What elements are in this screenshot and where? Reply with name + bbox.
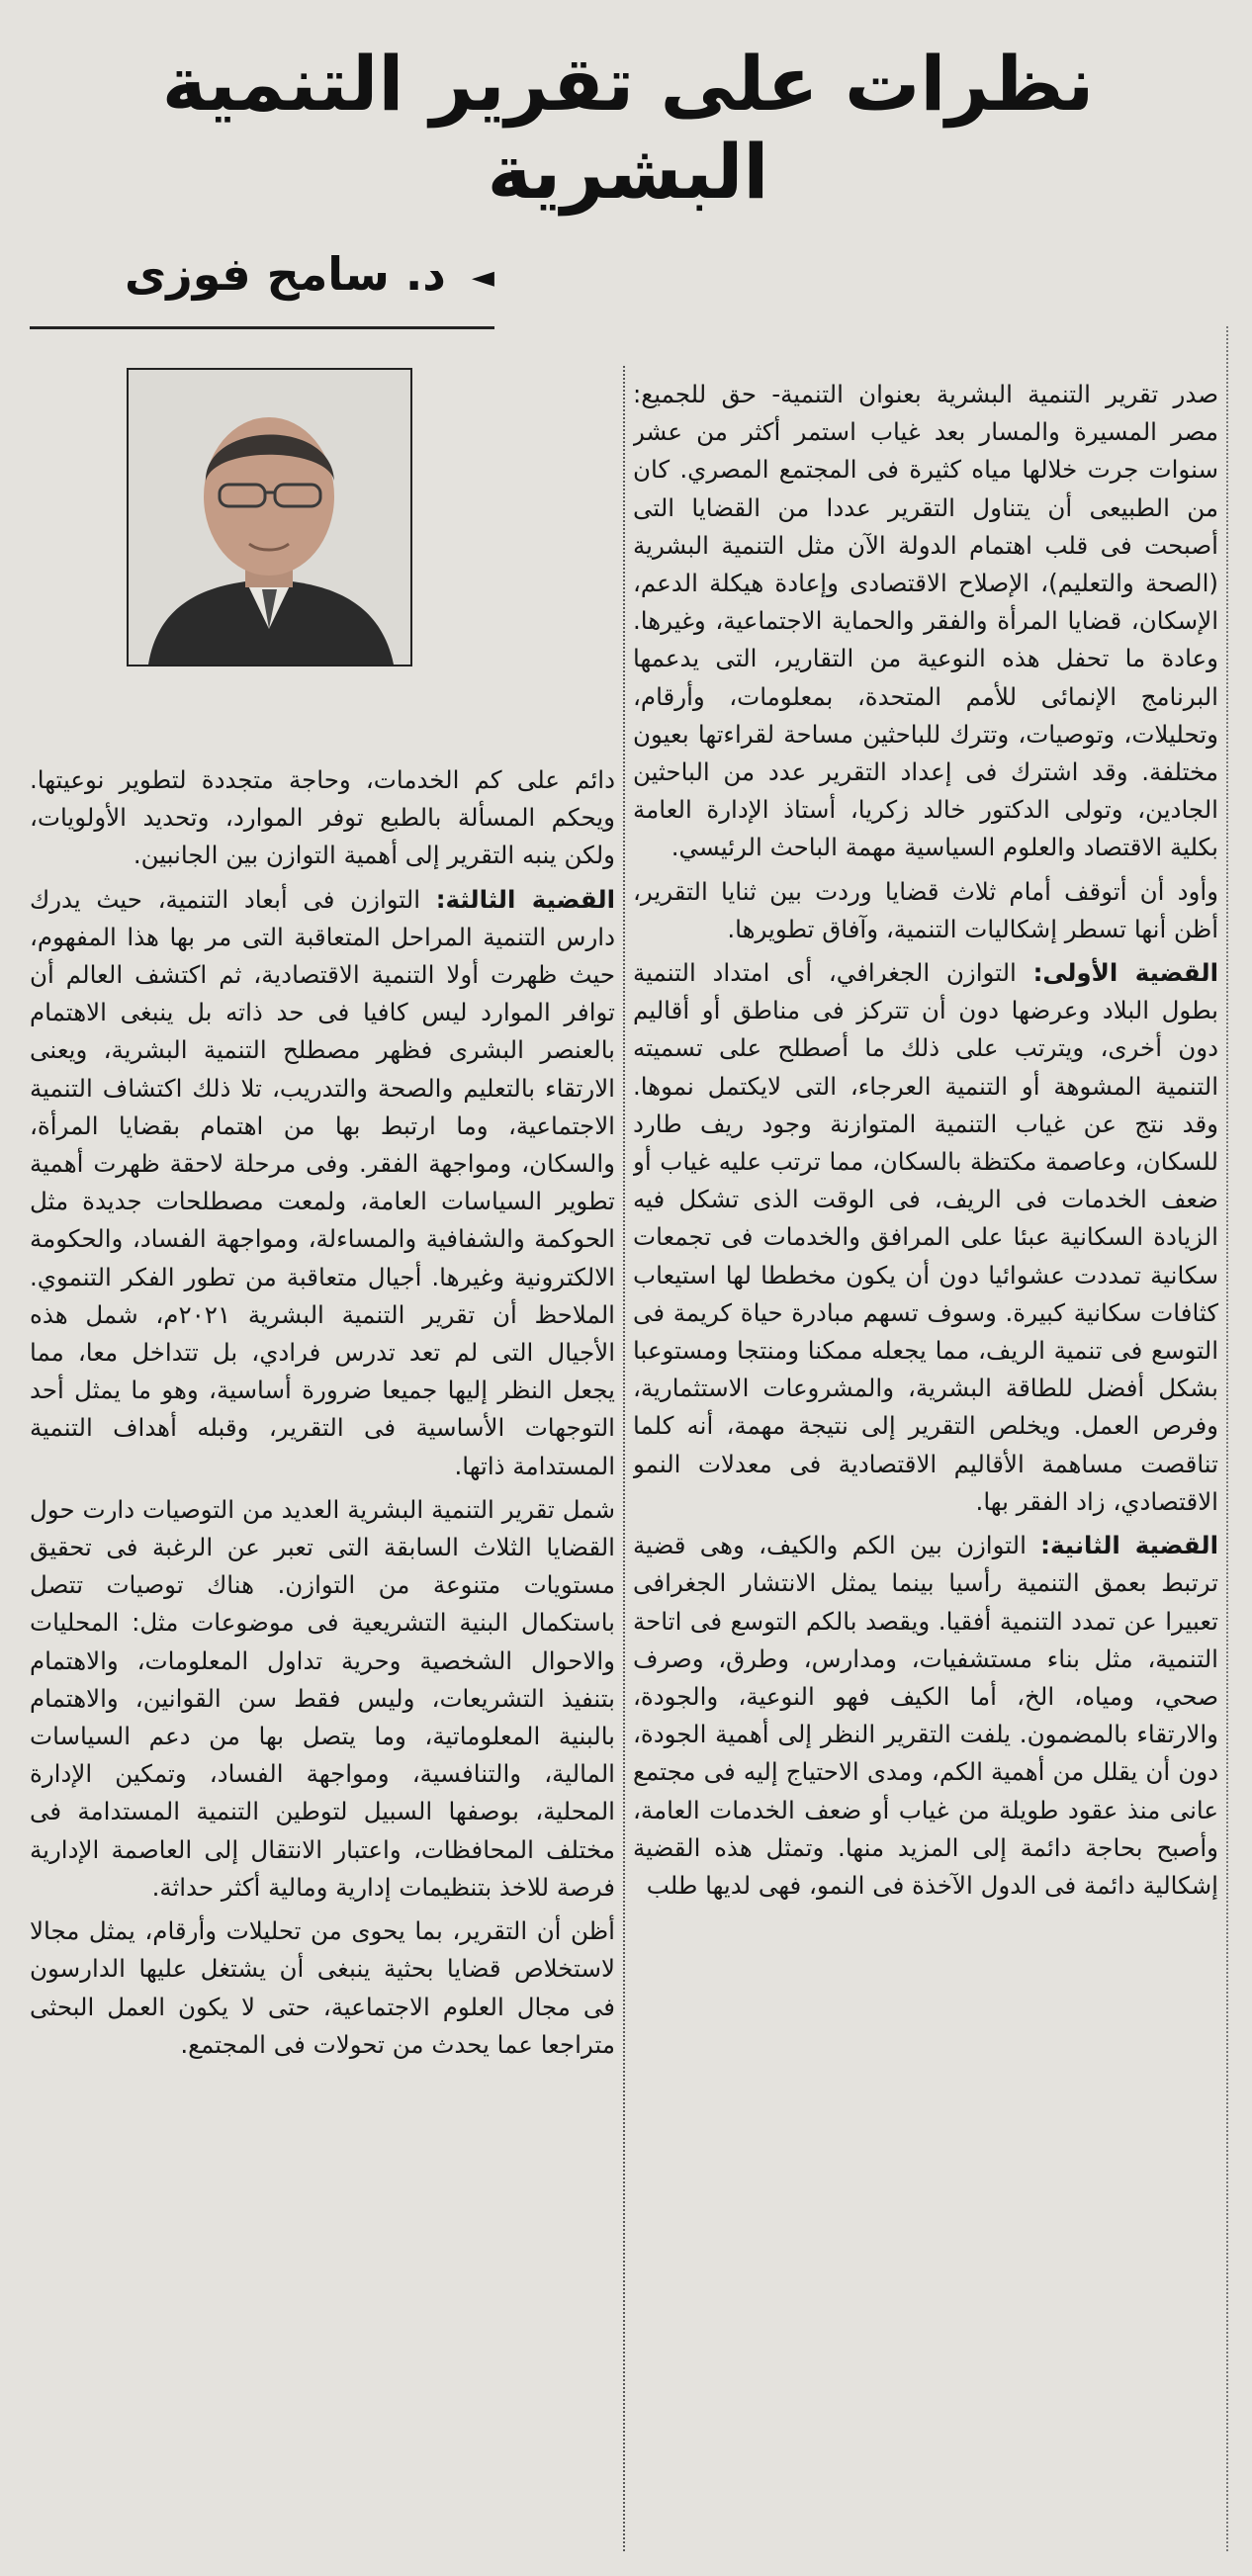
byline-rule [30, 326, 494, 329]
article-headline: نظرات على تقرير التنمية البشرية [161, 40, 1095, 216]
section-heading: القضية الأولى: [1032, 958, 1218, 988]
paragraph [30, 881, 615, 1485]
paragraph: وأود أن أتوقف أمام ثلاث قضايا وردت بين ثنايا التقرير، أظن أنها تسطر إشكاليات التنمية، وآفاق تطويرها. [633, 876, 1218, 943]
paragraph [633, 954, 1218, 1521]
paragraph: صدر تقرير التنمية البشرية بعنوان التنمية- حق للجميع: مصر المسيرة والمسار بعد غياب استمر أكثر من عشر سنوات جرت خلالها مياه كثيرة فى المجتمع المصري. كان من الطبيعى أن يتناول التقرير عددا من القضايا التى أصبحت فى قلب اهتمام الدولة الآن مثل التنمية البشرية (الصحة والتعليم)، الإصلاح الاقتصادى وإعادة هيكلة الدعم، الإسكان، قضايا المرأة والفقر والحماية الاجتماعية، وغيرها. وعادة ما تحفل هذه النوعية من التقارير، التى يدعمها البرنامج الإنمائى للأمم المتحدة، بمعلومات، وأرقام، وتحليلات، وتوصيات، وتترك للباحثين مساحة لقراءتها بعيون مختلفة. وقد اشترك فى إعداد التقرير عدد من الباحثين الجادين، وتولى الدكتور خالد زكريا، أستاذ الإدارة العامة بكلية الاقتصاد والعلوم السياسية مهمة الباحث الرئيسي. [633, 380, 1218, 862]
author-portrait-icon [129, 370, 410, 665]
section-heading: القضية الثالثة: [435, 884, 615, 914]
section-body: التوازن بين الكم والكيف، وهى قضية ترتبط بعمق التنمية رأسيا بينما يمثل الانتشار الجغرافى تعبيرا عن تمدد التنمية أفقيا. ويقصد بالكم التوسع فى اتاحة التنمية، مثل بناء مستشفيات، ومدارس، وطرق، وصرف صحي، ومياه، الخ، أما الكيف فهو النوعية، والجودة، والارتقاء بالمضمون. يلفت التقرير النظر إلى أهمية الجودة، دون أن يقلل من أهمية الكم، ومدى الاحتياج إليه فى مجتمع عانى منذ عقود طويلة من غياب أو ضعف الخدمات العامة، وأصبح بحاجة دائمة إلى المزيد منها. وتمثل هذه القضية إشكالية دائمة فى الدول الآخذة فى النمو، فهى لديها طلب [633, 1531, 1218, 1900]
column-rule-outer [1226, 326, 1228, 2551]
author-photo [127, 368, 412, 666]
article-column-right [633, 376, 1218, 2561]
byline [20, 247, 494, 301]
section-heading: القضية الثانية: [1040, 1531, 1218, 1560]
author-name: د. سامح فوزى [125, 247, 446, 301]
byline-marker-icon: ◄ [471, 260, 494, 295]
column-rule [623, 366, 625, 2551]
article-column-left [30, 761, 615, 2561]
paragraph: شمل تقرير التنمية البشرية العديد من التوصيات دارت حول القضايا الثلاث السابقة التى تعبر عن الرغبة فى تحقيق مستويات متنوعة من التوازن. هناك توصيات تتصل باستكمال البنية التشريعية فى موضوعات مثل: المحليات والاحوال الشخصية وحرية تداول المعلومات، والاهتمام بتنفيذ التشريعات، وليس فقط سن القوانين، والاهتمام بالبنية المعلوماتية، وما يتصل بها من دعم السياسات المالية، والتنافسية، ومواجهة الفساد، وتمكين الإدارة المحلية، بوصفها السبيل لتوطين التنمية المستدامة فى مختلف المحافظات، واعتبار الانتقال إلى العاصمة الإدارية فرصة للاخذ بتنظيمات إدارية ومالية أكثر حداثة. [30, 1494, 615, 1902]
section-body: التوازن فى أبعاد التنمية، حيث يدرك دارس التنمية المراحل المتعاقبة التى مر بها هذا المفهوم، حيث ظهرت أولا التنمية الاقتصادية، ثم اكتشف العالم أن توافر الموارد ليس كافيا فى حد ذاته بل ينبغى الاهتمام بالعنصر البشرى فظهر مصطلح التنمية البشرية، ويعنى الارتقاء بالتعليم والصحة والتدريب، تلا ذلك اكتشاف التنمية الاجتماعية، وما ارتبط بها من اهتمام بقضايا المرأة، والسكان، ومواجهة الفقر. وفى مرحلة لاحقة ظهرت أهمية تطوير السياسات العامة، ولمعت مصطلحات جديدة مثل الحوكمة والشفافية والمساءلة، ومواجهة الفساد، والحكومة الالكترونية وغيرها. أجيال متعاقبة من تطور الفكر التنموي. الملاحظ أن تقرير التنمية البشرية ٢٠٢١م، شمل هذه الأجيال التى لم تعد تدرس فرادي، بل تتداخل معا، مما يجعل النظر إليها جميعا ضرورة أساسية، وهو ما يمثل أحد التوجهات الأساسية فى التقرير، وقبله أهداف التنمية المستدامة ذاتها. [30, 884, 615, 1480]
paragraph: أظن أن التقرير، بما يحوى من تحليلات وأرقام، يمثل مجالا لاستخلاص قضايا بحثية ينبغى أن يشتغل عليها الدارسون فى مجال العلوم الاجتماعية، حتى لا يكون العمل البحثى متراجعا عما يحدث من تحولات فى المجتمع. [30, 1916, 615, 2059]
section-body: التوازن الجغرافي، أى امتداد التنمية بطول البلاد وعرضها دون أن تتركز فى مناطق أو أقاليم دون أخرى، ويترتب على ذلك ما أصطلح على تسميته التنمية المشوهة أو التنمية العرجاء، التى لايكتمل نموها. وقد نتج عن غياب التنمية المتوازنة وجود ريف طارد للسكان، وعاصمة مكتظة بالسكان، مما ترتب عليه غياب أو ضعف الخدمات فى الريف، فى الوقت الذى تشكل فيه الزيادة السكانية عبئا على المرافق والخدمات فى تجمعات سكانية تمددت عشوائيا دون أن يكون مخططا لها استيعاب كثافات سكانية كبيرة. وسوف تسهم مبادرة حياة كريمة فى التوسع فى تنمية الريف، مما يجعله ممكنا ومنتجا ومستوعبا بشكل أفضل للطاقة البشرية، والمشروعات الاستثمارية، وفرص العمل. ويخلص التقرير إلى نتيجة مهمة، أنه كلما تناقصت مساهمة الأقاليم الاقتصادية فى معدلات النمو الاقتصادي، زاد الفقر بها. [633, 958, 1218, 1516]
paragraph [633, 1527, 1218, 1905]
paragraph: دائم على كم الخدمات، وحاجة متجددة لتطوير نوعيتها. ويحكم المسألة بالطبع توفر الموارد، وتحديد الأولويات، ولكن ينبه التقرير إلى أهمية التوازن بين الجانبين. [30, 765, 615, 870]
